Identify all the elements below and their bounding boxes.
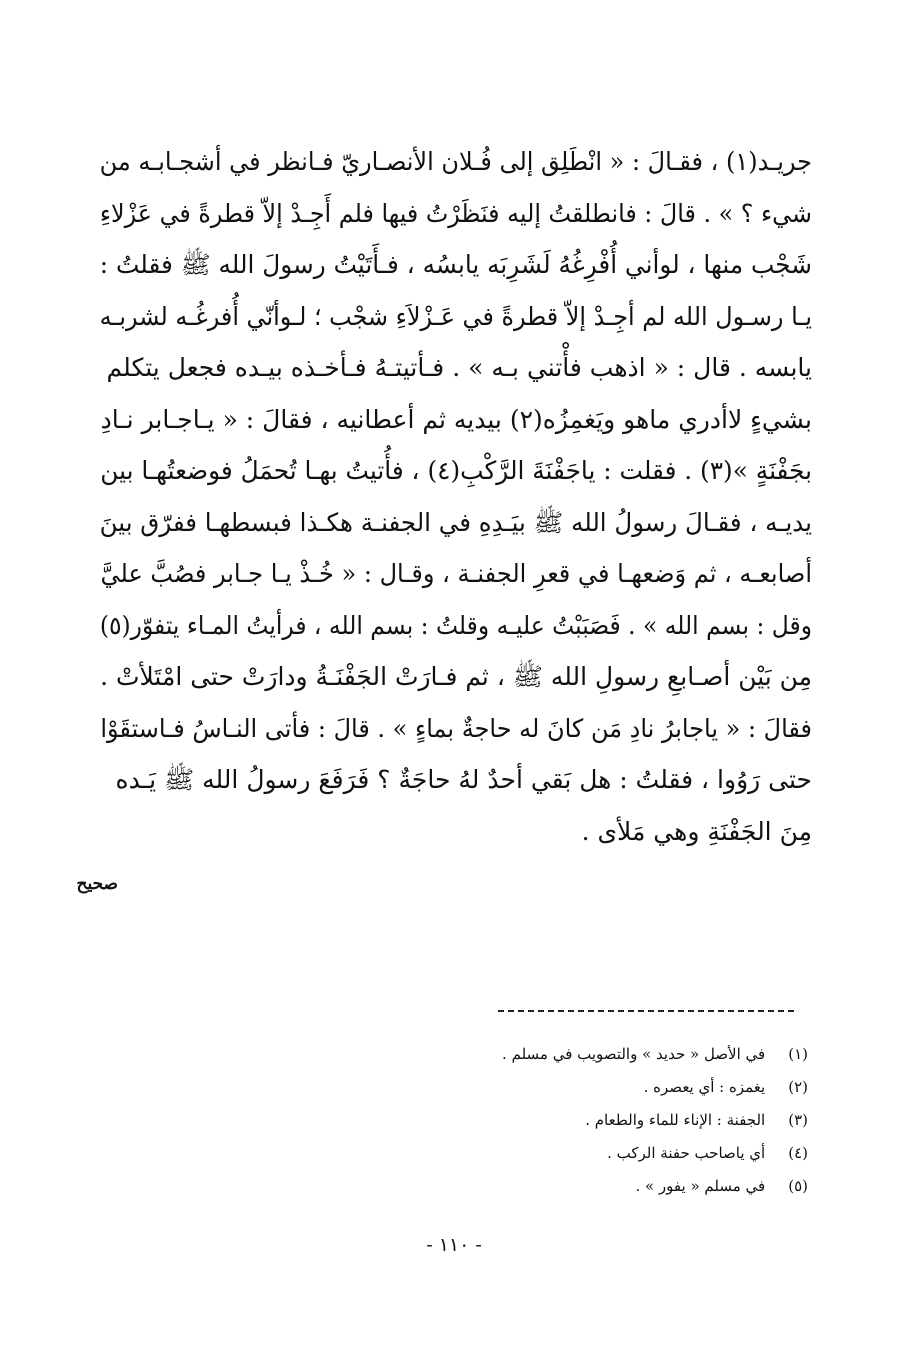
footnote-item: [480, 1071, 808, 1104]
body-line: مِن بَيْن أصـابعِ رسولِ الله ﷺ ، ثم فـارَتْ الجَفْنَـةُ ودارَتْ حتى امْتَلأتْ .: [100, 662, 813, 691]
footnote-text: في الأصل « حديد » والتصويب في مسلم .: [502, 1045, 766, 1063]
footnote-text: الجفنة : الإناء للماء والطعام .: [585, 1111, 766, 1129]
body-line: يـا رسـول الله لم أجِـدْ إلاّ قطرةً في عَـزْلاَءِ شجْب ؛ لـوأنّي أُفرغُـه لشربـه: [99, 301, 812, 331]
footnote-text: في مسلم « يفور » .: [635, 1177, 766, 1195]
footnote-number: (٢): [788, 1078, 808, 1096]
footnote-item: [480, 1170, 808, 1203]
footnote-item: [480, 1137, 808, 1170]
footnote-text: يغمزه : أي يعصره .: [643, 1078, 766, 1096]
body-line: بشيءٍ لاأدري ماهو ويَغمِزُه(٢) بيديه ثم أعطانيه ، فقالَ : « يـاجـابر نـادِ: [100, 404, 812, 434]
hadith-body-text: [100, 136, 812, 857]
footnote-item: [480, 1038, 808, 1071]
body-line: وقل : بسم الله » . فَصَبَبْتُ عليـه وقلتُ : بسم الله ، فرأيتُ المـاء يتفوّر(٥): [99, 610, 813, 640]
body-line: يديـه ، فقـالَ رسولُ الله ﷺ بيَـدِهِ في الجفنـة هكـذا فبسطهـا ففرّق بينَ: [99, 507, 812, 537]
body-line: شَجْب منها ، لوأني أُفْرِغُهُ لَشَرِبَه يابسُه ، فـأَتَيْتُ رسولَ الله ﷺ فقلتُ :: [99, 250, 813, 279]
footnote-number: (١): [788, 1045, 808, 1063]
body-line: يابسه . قال : « اذهب فأْتني بـه » . فـأتيتـهُ فـأخـذه بيـده فجعل يتكلم: [106, 353, 812, 382]
hadith-grade-label: صحيح: [76, 874, 118, 894]
body-line: جريـد(١) ، فقـالَ : « انْطَلِق إلى فُـلان الأنصـاريّ فـانظر في أشجـابـه من: [99, 147, 812, 176]
footnote-number: (٥): [788, 1177, 808, 1195]
footnote-item: [480, 1104, 808, 1137]
body-line: شيء ؟ » . قالَ : فانطلقتُ إليه فنَظَرْتُ فيها فلم أَجِـدْ إلاّ قطرةً في عَزْلاءِ: [99, 198, 812, 228]
footnote-number: (٣): [788, 1111, 808, 1129]
footnote-number: (٤): [788, 1144, 808, 1162]
footnote-divider: [498, 1010, 794, 1012]
body-line: حتى رَوُوا ، فقلتُ : هل بَقي أحدٌ لهُ حاجَةٌ ؟ فَرَفَعَ رسولُ الله ﷺ يَـده: [115, 765, 812, 794]
page-number: - ١١٠ -: [426, 1234, 482, 1256]
body-line: بجَفْنَةٍ »(٣) . فقلت : ياجَفْنَةَ الرَّكْبِ(٤) ، فأُتيتُ بهـا تُحمَلُ فوضعتُهـا بين: [100, 456, 812, 485]
body-line: أصابعـه ، ثم وَضعهـا في قعرِ الجفنـة ، وقـال : « خُـذْ يـا جـابر فصُبَّ عليَّ: [100, 559, 812, 588]
body-line: فقالَ : « ياجابرُ نادِ مَن كانَ له حاجةٌ بماءٍ » . قالَ : فأتى النـاسُ فـاستقَوْا: [100, 713, 812, 743]
body-line: مِنَ الجَفْنَةِ وهي مَلأى .: [581, 816, 812, 846]
footnote-text: أي ياصاحب حفنة الركب .: [607, 1144, 766, 1162]
footnotes-list: [480, 1038, 808, 1203]
